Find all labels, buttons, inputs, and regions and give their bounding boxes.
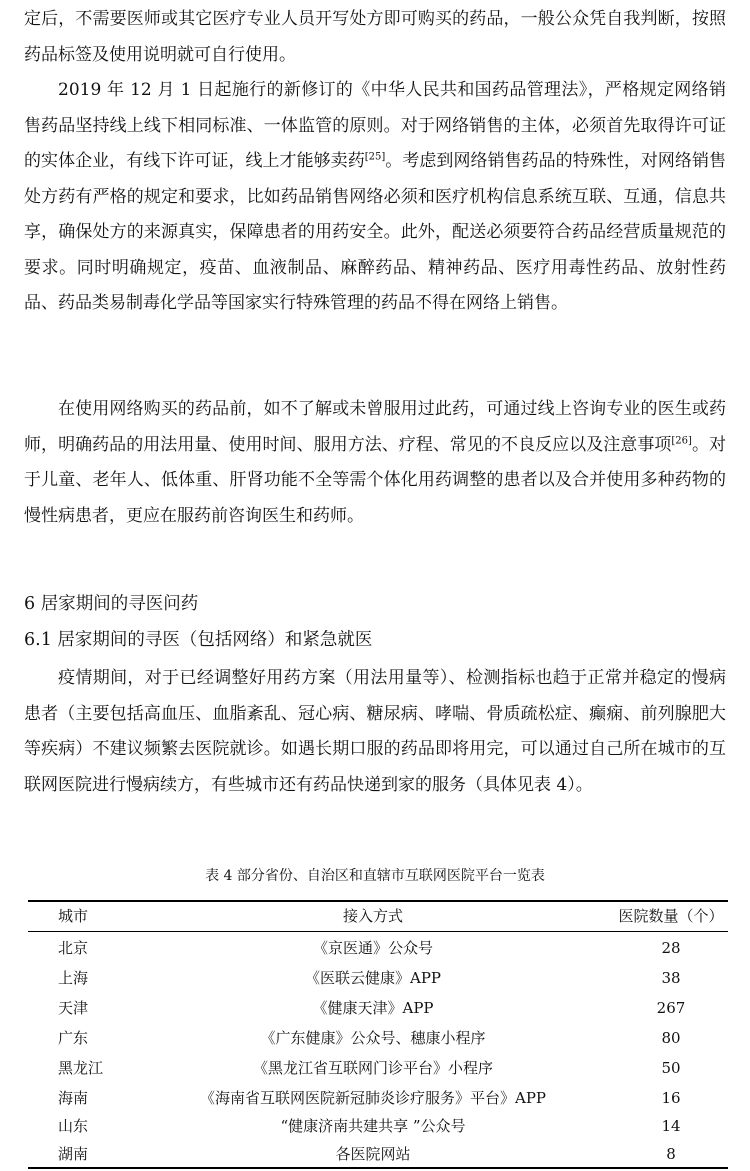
cell-access: 《黑龙江省互联网门诊平台》小程序 <box>252 1059 493 1077</box>
cell-count: 38 <box>661 969 681 987</box>
table-row <box>28 933 728 963</box>
table-row <box>28 993 728 1023</box>
cell-access: 《京医通》公众号 <box>312 939 433 957</box>
cell-count: 16 <box>661 1089 681 1107</box>
cell-city: 天津 <box>58 999 89 1017</box>
reference-26: [26] <box>671 434 692 446</box>
table-row <box>28 1111 728 1141</box>
reference-25: [25] <box>364 151 386 163</box>
cell-count: 8 <box>666 1145 676 1163</box>
table-row <box>28 963 728 993</box>
cell-access: 《海南省互联网医院新冠肺炎诊疗服务》平台》APP <box>199 1089 547 1107</box>
cell-city: 广东 <box>58 1029 89 1047</box>
header-count: 医院数量（个） <box>618 907 724 925</box>
table-row <box>28 1139 728 1169</box>
paragraph-online-consult: 在使用网络购买的药品前，如不了解或未曾服用过此药，可通过线上咨询专业的医生或药师，明确药品的用法用量、使用时间、服用方法、疗程、常见的不良反应以及注意事项[26]。对于儿童、老年人、低体重、肝肾功能不全等需个体化用药调整的患者以及合并使用多种药物的慢性病患者，更应在服药前咨询医生和药师。 <box>24 399 727 526</box>
cell-access: 《广东健康》公众号、穗康小程序 <box>260 1029 486 1047</box>
cell-access: 《医联云健康》APP <box>304 969 442 987</box>
cell-city: 湖南 <box>58 1145 89 1163</box>
section-heading-6: 6 居家期间的寻医问药 <box>24 594 199 614</box>
cell-city: 上海 <box>58 969 89 987</box>
table-row <box>28 1083 728 1113</box>
table-row <box>28 1053 728 1083</box>
cell-city: 黑龙江 <box>58 1059 104 1077</box>
paragraph-drug-law: 2019 年 12 月 1 日起施行的新修订的《中华人民共和国药品管理法》，严格规定网络销售药品坚持线上线下相同标准、一体监管的原则。对于网络销售的主体，必须首先取得许可证的实体企业，有线下许可证，线上才能够卖药[25]。考虑到网络销售药品的特殊性，对网络销售处方药有严格的规定和要求，比如药品销售网络必须和医疗机构信息系统互联、互通，信息共享，确保处方的来源真实，保障患者的用药安全。此外，配送必须要符合药品经营质量规范的要求。同时明确规定，疫苗、血液制品、麻醉药品、精神药品、医疗用毒性药品、放射性药品、药品类易制毒化学品等国家实行特殊管理的药品不得在网络上销售。 <box>24 80 726 313</box>
cell-access: 各医院网站 <box>335 1145 411 1163</box>
cell-city: 北京 <box>58 939 89 957</box>
cell-access: 《健康天津》APP <box>312 999 434 1017</box>
cell-city: 山东 <box>58 1117 89 1135</box>
cell-count: 267 <box>656 999 686 1017</box>
cell-access: “健康济南共建共享 ”公众号 <box>280 1117 466 1135</box>
table-header-row <box>28 901 728 931</box>
table-bottom-rule <box>28 1167 728 1169</box>
cell-city: 海南 <box>58 1089 89 1107</box>
section-heading-6-1: 6.1 居家期间的寻医（包括网络）和紧急就医 <box>24 630 373 650</box>
table-caption: 表 4 部分省份、自治区和直辖市互联网医院平台一览表 <box>205 868 545 884</box>
header-city: 城市 <box>58 907 89 925</box>
cell-count: 50 <box>661 1059 681 1077</box>
cell-count: 80 <box>661 1029 681 1047</box>
table-header-rule <box>28 931 728 932</box>
cell-count: 14 <box>661 1117 681 1135</box>
paragraph-chronic-disease: 疫情期间，对于已经调整好用药方案（用法用量等）、检测指标也趋于正常并稳定的慢病患者（主要包括高血压、血脂紊乱、冠心病、糖尿病、哮喘、骨质疏松症、癫痫、前列腺肥大等疾病）不建议频繁去医院就诊。如遇长期口服的药品即将用完，可以通过自己所在城市的互联网医院进行慢病续方，有些城市还有药品快递到家的服务（具体见表 4）。 <box>24 668 726 795</box>
table-row <box>28 1023 728 1053</box>
paragraph-otc-definition: 定后，不需要医师或其它医疗专业人员开写处方即可购买的药品，一般公众凭自我判断，按照药品标签及使用说明就可自行使用。 <box>24 9 726 65</box>
header-access: 接入方式 <box>342 907 403 925</box>
cell-count: 28 <box>661 939 681 957</box>
